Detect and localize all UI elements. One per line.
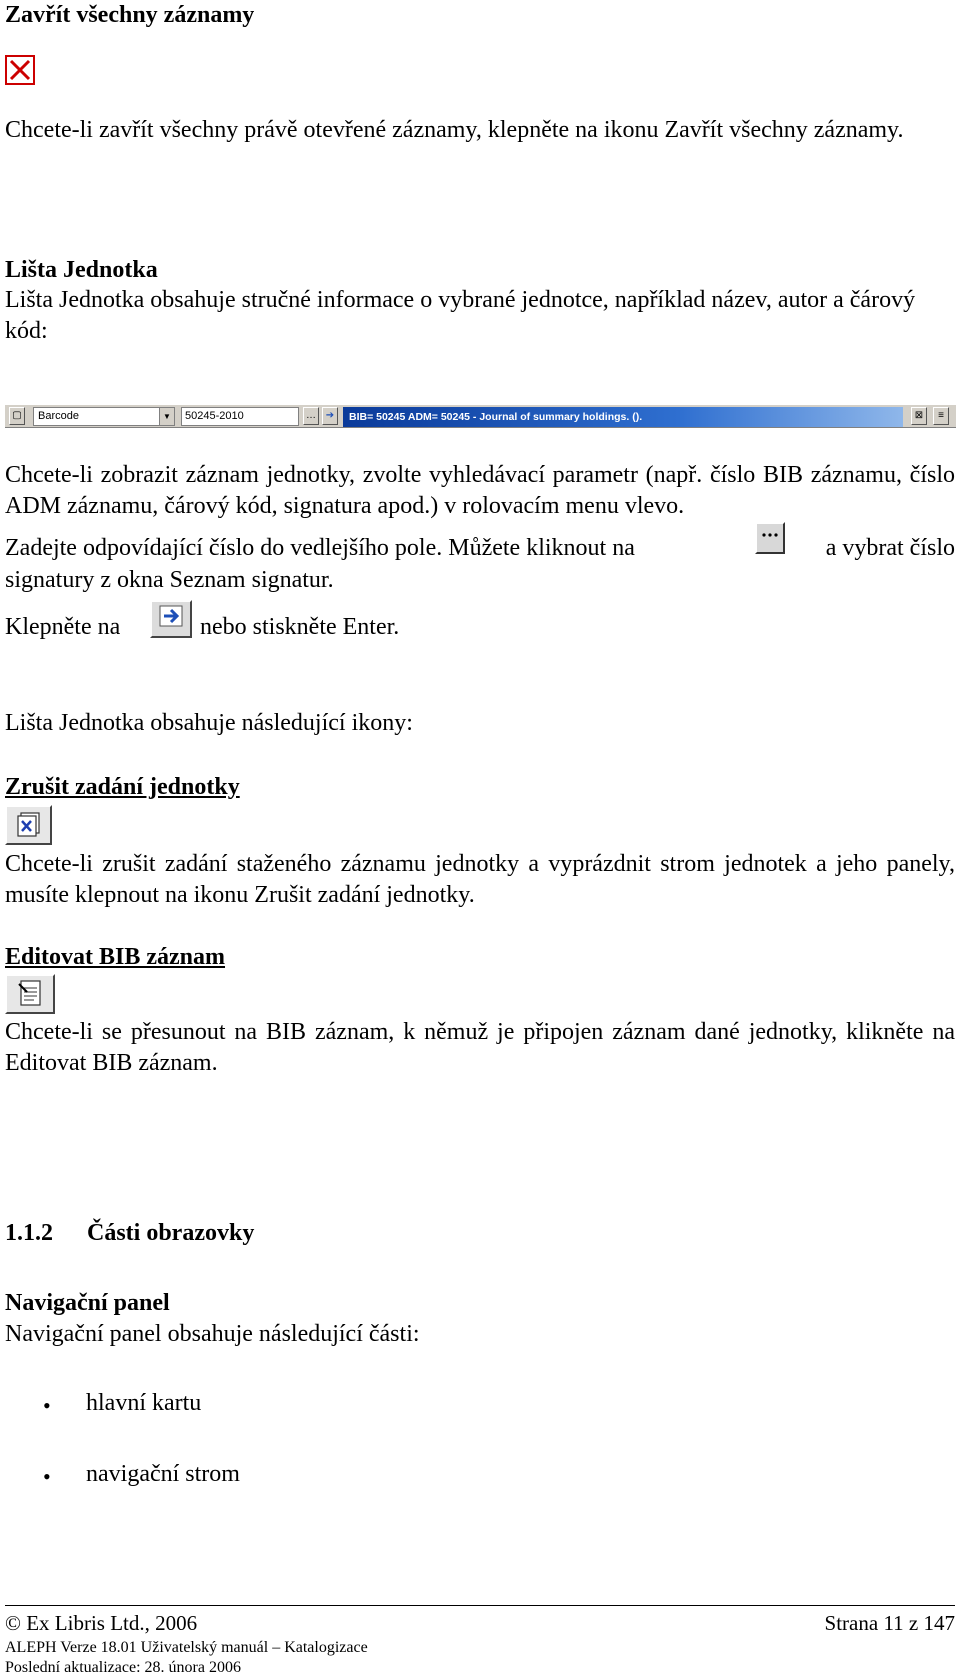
search-parameter-select[interactable] [33,407,175,426]
ellipsis-icon[interactable] [755,522,785,554]
section-title: Části obrazovky [87,1220,255,1246]
cancel-unit-text: Chcete-li zrušit zadání staženého záznamu jednotky a vyprázdnit strom jednotek a jeho panely, musíte klepnout na ikonu Zrušit zadání jednotky. [5,851,955,908]
edit-bib-text: Chcete-li se přesunout na BIB záznam, k němuž je připojen záznam dané jednotky, klikněte na Editovat BIB záznam. [5,1019,955,1076]
bullet-icon: • [43,1464,51,1489]
bullet-icon: • [43,1393,51,1418]
footer-manual: ALEPH Verze 18.01 Uživatelský manuál – Katalogizace [5,1639,368,1656]
browse-call-numbers-button[interactable]: … [303,407,319,425]
edit-bib-toolbar-button[interactable]: ≡ [933,407,949,425]
search-parameter-value: Barcode [38,410,79,422]
unit-toolbar [5,404,956,428]
list-item: navigační strom [86,1461,240,1487]
list-item: hlavní kartu [86,1390,202,1416]
unit-bar-para3-after: nebo stiskněte Enter. [200,614,400,640]
close-all-heading: Zavřít všechny záznamy [5,2,255,28]
edit-bib-icon[interactable] [5,974,55,1014]
close-all-icon[interactable] [5,55,35,85]
section-number: 1.1.2 [5,1220,53,1246]
unit-bar-para2-line2: signatury z okna Seznam signatur. [5,567,334,593]
unit-bar-para2-before: Zadejte odpovídající číslo do vedlejšího pole. Můžete kliknout na [5,535,635,561]
unit-bar-intro: Lišta Jednotka obsahuje stručné informace o vybrané jednotce, například název, autor a čárový kód: [5,287,916,344]
unit-info-text: BIB= 50245 ADM= 50245 - Journal of summary holdings. (). [343,407,903,427]
unit-bar-para3-before: Klepněte na [5,614,121,640]
cancel-unit-toolbar-button[interactable]: ⊠ [911,407,927,425]
go-arrow-button[interactable]: ➔ [322,407,338,425]
unit-number-input[interactable]: 50245-2010 [181,407,299,426]
unit-bar-para2-after: a vybrat číslo [825,535,955,561]
footer-page-number: Strana 11 z 147 [824,1611,955,1635]
footer-copyright: © Ex Libris Ltd., 2006 [5,1611,198,1635]
edit-bib-heading: Editovat BIB záznam [5,944,226,970]
close-all-text: Chcete-li zavřít všechny právě otevřené záznamy, klepněte na ikonu Zavřít všechny záznamy. [5,117,904,143]
unit-icon-button[interactable]: ▢ [9,407,25,425]
cancel-unit-heading: Zrušit zadání jednotky [5,774,240,800]
cancel-unit-icon[interactable] [5,805,52,845]
footer-divider [5,1605,955,1606]
chevron-down-icon[interactable]: ▼ [159,408,174,425]
nav-panel-heading: Navigační panel [5,1290,170,1316]
footer-updated: Poslední aktualizace: 28. února 2006 [5,1659,241,1676]
go-arrow-icon[interactable] [150,600,192,638]
unit-bar-heading: Lišta Jednotka [5,257,158,283]
unit-bar-para1: Chcete-li zobrazit záznam jednotky, zvolte vyhledávací parametr (např. číslo BIB záznamu, číslo ADM záznamu, čárový kód, signatura apod.) v rolovacím menu vlevo. [5,462,955,519]
nav-panel-intro: Navigační panel obsahuje následující části: [5,1321,420,1347]
unit-bar-icons-intro: Lišta Jednotka obsahuje následující ikony: [5,710,413,736]
